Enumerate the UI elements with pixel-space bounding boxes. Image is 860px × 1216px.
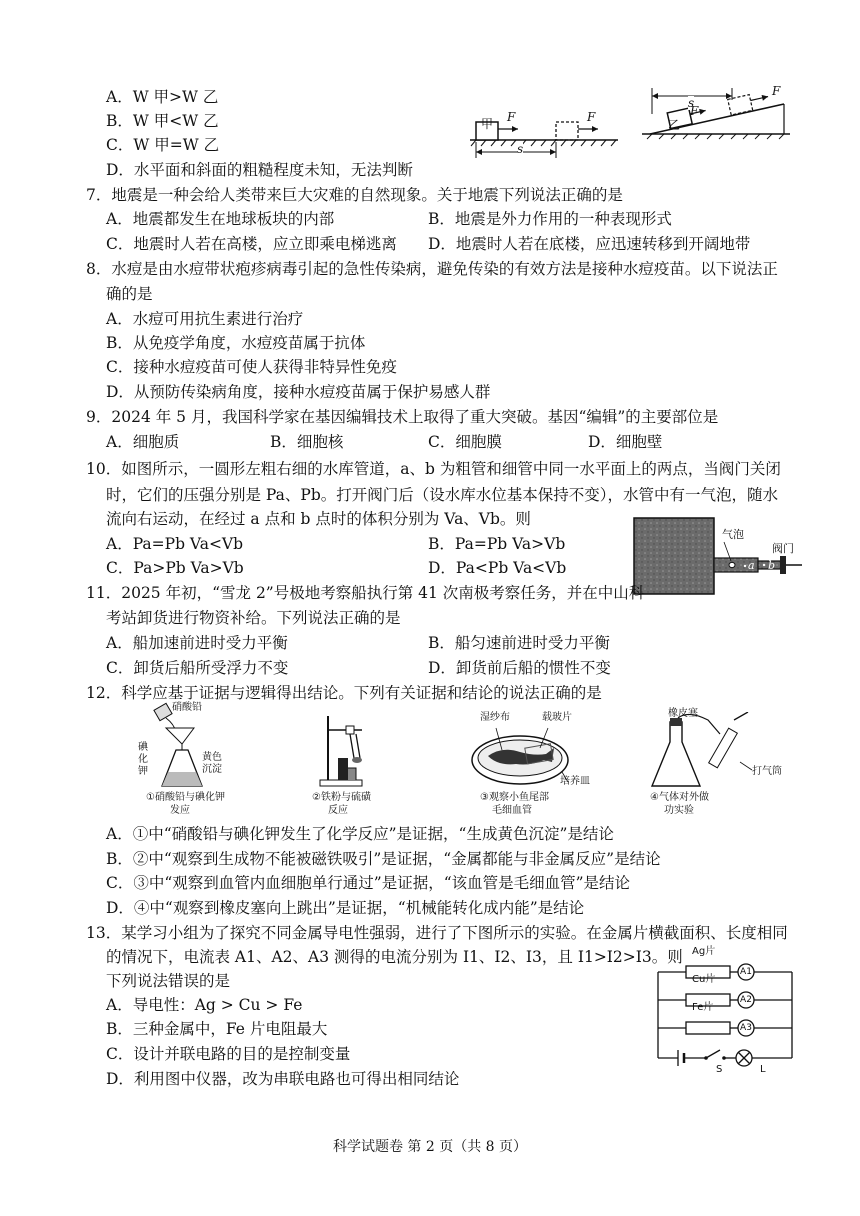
q13-option-d: D．利用图中仪器，改为串联电路也可得出相同结论 [106,1070,460,1088]
q12-figure-1-flask [150,702,220,790]
q12-fig3-label-2: 培养皿 [560,776,590,787]
q9-option-a: A．细胞质 [106,433,180,451]
q10-option-c: C．Pa>Pb Va>Vb [106,559,244,577]
q12-fig4-label-0: 橡皮塞 [668,708,698,719]
q13-circuit-figure [650,944,800,1076]
q6-label-f3: F [690,104,699,118]
q12-option-a: A．①中“硝酸铅与碘化钾发生了化学反应”是证据，“生成黄色沉淀”是结论 [106,825,614,843]
q7-stem: 7．地震是一种会给人类带来巨大灾难的自然现象。关于地震下列说法正确的是 [86,186,623,204]
q6-label-jia: 甲 [481,117,494,131]
q13-stem-line2: 的情况下，电流表 A1、A2、A3 测得的电流分别为 I1、I2、I3，且 I1>I2>I3。则 [106,948,683,966]
q6-option-a: A．W 甲>W 乙 [106,88,219,106]
q13-stem-line1: 13．某学习小组为了探究不同金属导电性强弱，进行了下图所示的实验。在金属片横截面积、长度相同 [86,924,788,942]
q10-label-a: a [748,559,755,572]
q11-stem-line1: 11．2025 年初，“雪龙 2”号极地考察船执行第 41 次南极考察任务，并在中山科 [86,584,645,602]
q12-option-d: D．④中“观察到橡皮塞向上跳出”是证据，“机械能转化成内能”是结论 [106,899,585,917]
q10-option-b: B．Pa=Pb Va>Vb [428,535,566,553]
q6-incline-figure [642,84,792,140]
q10-option-a: A．Pa=Pb Va<Vb [106,535,244,553]
q12-fig1-caption-1: ①硝酸铅与碘化钾 [146,792,225,803]
page-footer: 科学试题卷 第 2 页（共 8 页） [332,1139,528,1155]
q12-fig1-label-1: 碘化钾 [138,742,148,777]
q7-option-c: C．地震时人若在高楼，应立即乘电梯逃离 [106,235,397,253]
q9-option-c: C．细胞膜 [428,433,502,451]
q12-fig2-caption-2: 反应 [328,805,348,816]
q11-option-d: D．卸货前后船的惯性不变 [428,659,611,677]
q10-label-b: b [768,559,776,572]
q9-option-d: D．细胞壁 [588,433,663,451]
q12-option-b: B．②中“观察到生成物不能被磁铁吸引”是证据，“金属都能与非金属反应”是结论 [106,850,661,868]
q13-ammeter-a2: A2 [740,995,752,1005]
q12-fig1-label-0: 硝酸铅 [172,702,202,713]
q12-fig1-label-2: 黄色沉淀 [202,752,222,775]
q11-option-c: C．卸货后船所受浮力不变 [106,659,289,677]
q13-label-fe: Fe片 [692,1002,714,1013]
q13-label-cu: Cu片 [692,974,716,985]
q10-stem-line2: 时，它们的压强分别是 Pa、Pb。打开阀门后（设水库水位基本保持不变），水管中有一气泡，随水 [106,486,779,504]
q11-stem-line2: 考站卸货进行物资补给。下列说法正确的是 [106,609,401,627]
q12-fig4-caption-2: 功实验 [664,805,694,816]
q13-option-b: B．三种金属中，Fe 片电阻最大 [106,1020,328,1038]
q8-option-b: B．从免疫学角度，水痘疫苗属于抗体 [106,334,366,352]
q6-option-c: C．W 甲=W 乙 [106,136,220,154]
q12-fig3-caption-2: 毛细血管 [492,805,532,816]
q6-option-b: B．W 甲<W 乙 [106,112,219,130]
q13-ammeter-a1: A1 [740,967,752,977]
q8-stem-line2: 确的是 [106,285,153,303]
q13-option-a: A．导电性：Ag > Cu > Fe [106,996,303,1014]
q12-fig4-label-1: 打气筒 [752,766,782,777]
q6-label-f4: F [772,84,781,98]
q12-stem: 12．科学应基于证据与逻辑得出结论。下列有关证据和结论的说法正确的是 [86,684,602,702]
q6-label-s2: s [688,96,695,110]
q11-option-b: B．船匀速前进时受力平衡 [428,634,610,652]
q11-option-a: A．船加速前进时受力平衡 [106,634,288,652]
q12-fig3-caption-1: ③观察小鱼尾部 [480,792,549,803]
q12-fig3-label-0: 湿纱布 [480,712,510,723]
q7-option-a: A．地震都发生在地球板块的内部 [106,210,335,228]
q8-stem-line1: 8．水痘是由水痘带状疱疹病毒引起的急性传染病，避免传染的有效方法是接种水痘疫苗。以下说法正 [86,260,778,278]
q13-label-ag: Ag片 [692,946,716,957]
q12-figure-4-flask-pump [648,712,768,792]
q10-option-d: D．Pa<Pb Va<Vb [428,559,567,577]
q10-label-valve: 阀门 [772,542,794,555]
q12-option-c: C．③中“观察到血管内血细胞单行通过”是证据，“该血管是毛细血管”是结论 [106,874,631,892]
q8-option-d: D．从预防传染病角度，接种水痘疫苗属于保护易感人群 [106,383,491,401]
q6-option-d: D．水平面和斜面的粗糙程度未知，无法判断 [106,161,413,179]
q12-figure-2-stand [312,712,382,788]
q13-label-switch: S [716,1064,723,1075]
q12-fig3-label-1: 载玻片 [542,712,572,723]
q12-fig2-caption-1: ②铁粉与硫磺 [312,792,371,803]
q10-stem-line3: 流向右运动，在经过 a 点和 b 点时的体积分别为 Va、Vb。则 [106,510,531,528]
q13-label-lamp: L [760,1064,766,1075]
q10-label-bubble: 气泡 [722,528,744,541]
q10-reservoir-figure [632,516,804,598]
q6-label-yi: 乙 [668,118,681,132]
q7-option-d: D．地震时人若在底楼，应迅速转移到开阔地带 [428,235,751,253]
q8-option-a: A．水痘可用抗生素进行治疗 [106,310,304,328]
q6-label-f2: F [587,110,596,124]
q13-stem-line3: 下列说法错误的是 [106,972,231,990]
q6-label-s1: s [517,142,524,156]
q6-label-f1: F [507,110,516,124]
q12-fig4-caption-1: ④气体对外做 [650,792,709,803]
q13-ammeter-a3: A3 [740,1023,752,1033]
q10-stem-line1: 10．如图所示，一圆形左粗右细的水库管道，a、b 为粗管和细管中同一水平面上的两点，当阀门关闭 [86,460,781,478]
q9-option-b: B．细胞核 [270,433,344,451]
q9-stem: 9．2024 年 5 月，我国科学家在基因编辑技术上取得了重大突破。基因“编辑”的主要部位是 [86,408,719,426]
q8-option-c: C．接种水痘疫苗可使人获得非特异性免疫 [106,358,397,376]
q7-option-b: B．地震是外力作用的一种表现形式 [428,210,672,228]
q12-fig1-caption-2: 发应 [170,805,190,816]
q13-option-c: C．设计并联电路的目的是控制变量 [106,1045,351,1063]
